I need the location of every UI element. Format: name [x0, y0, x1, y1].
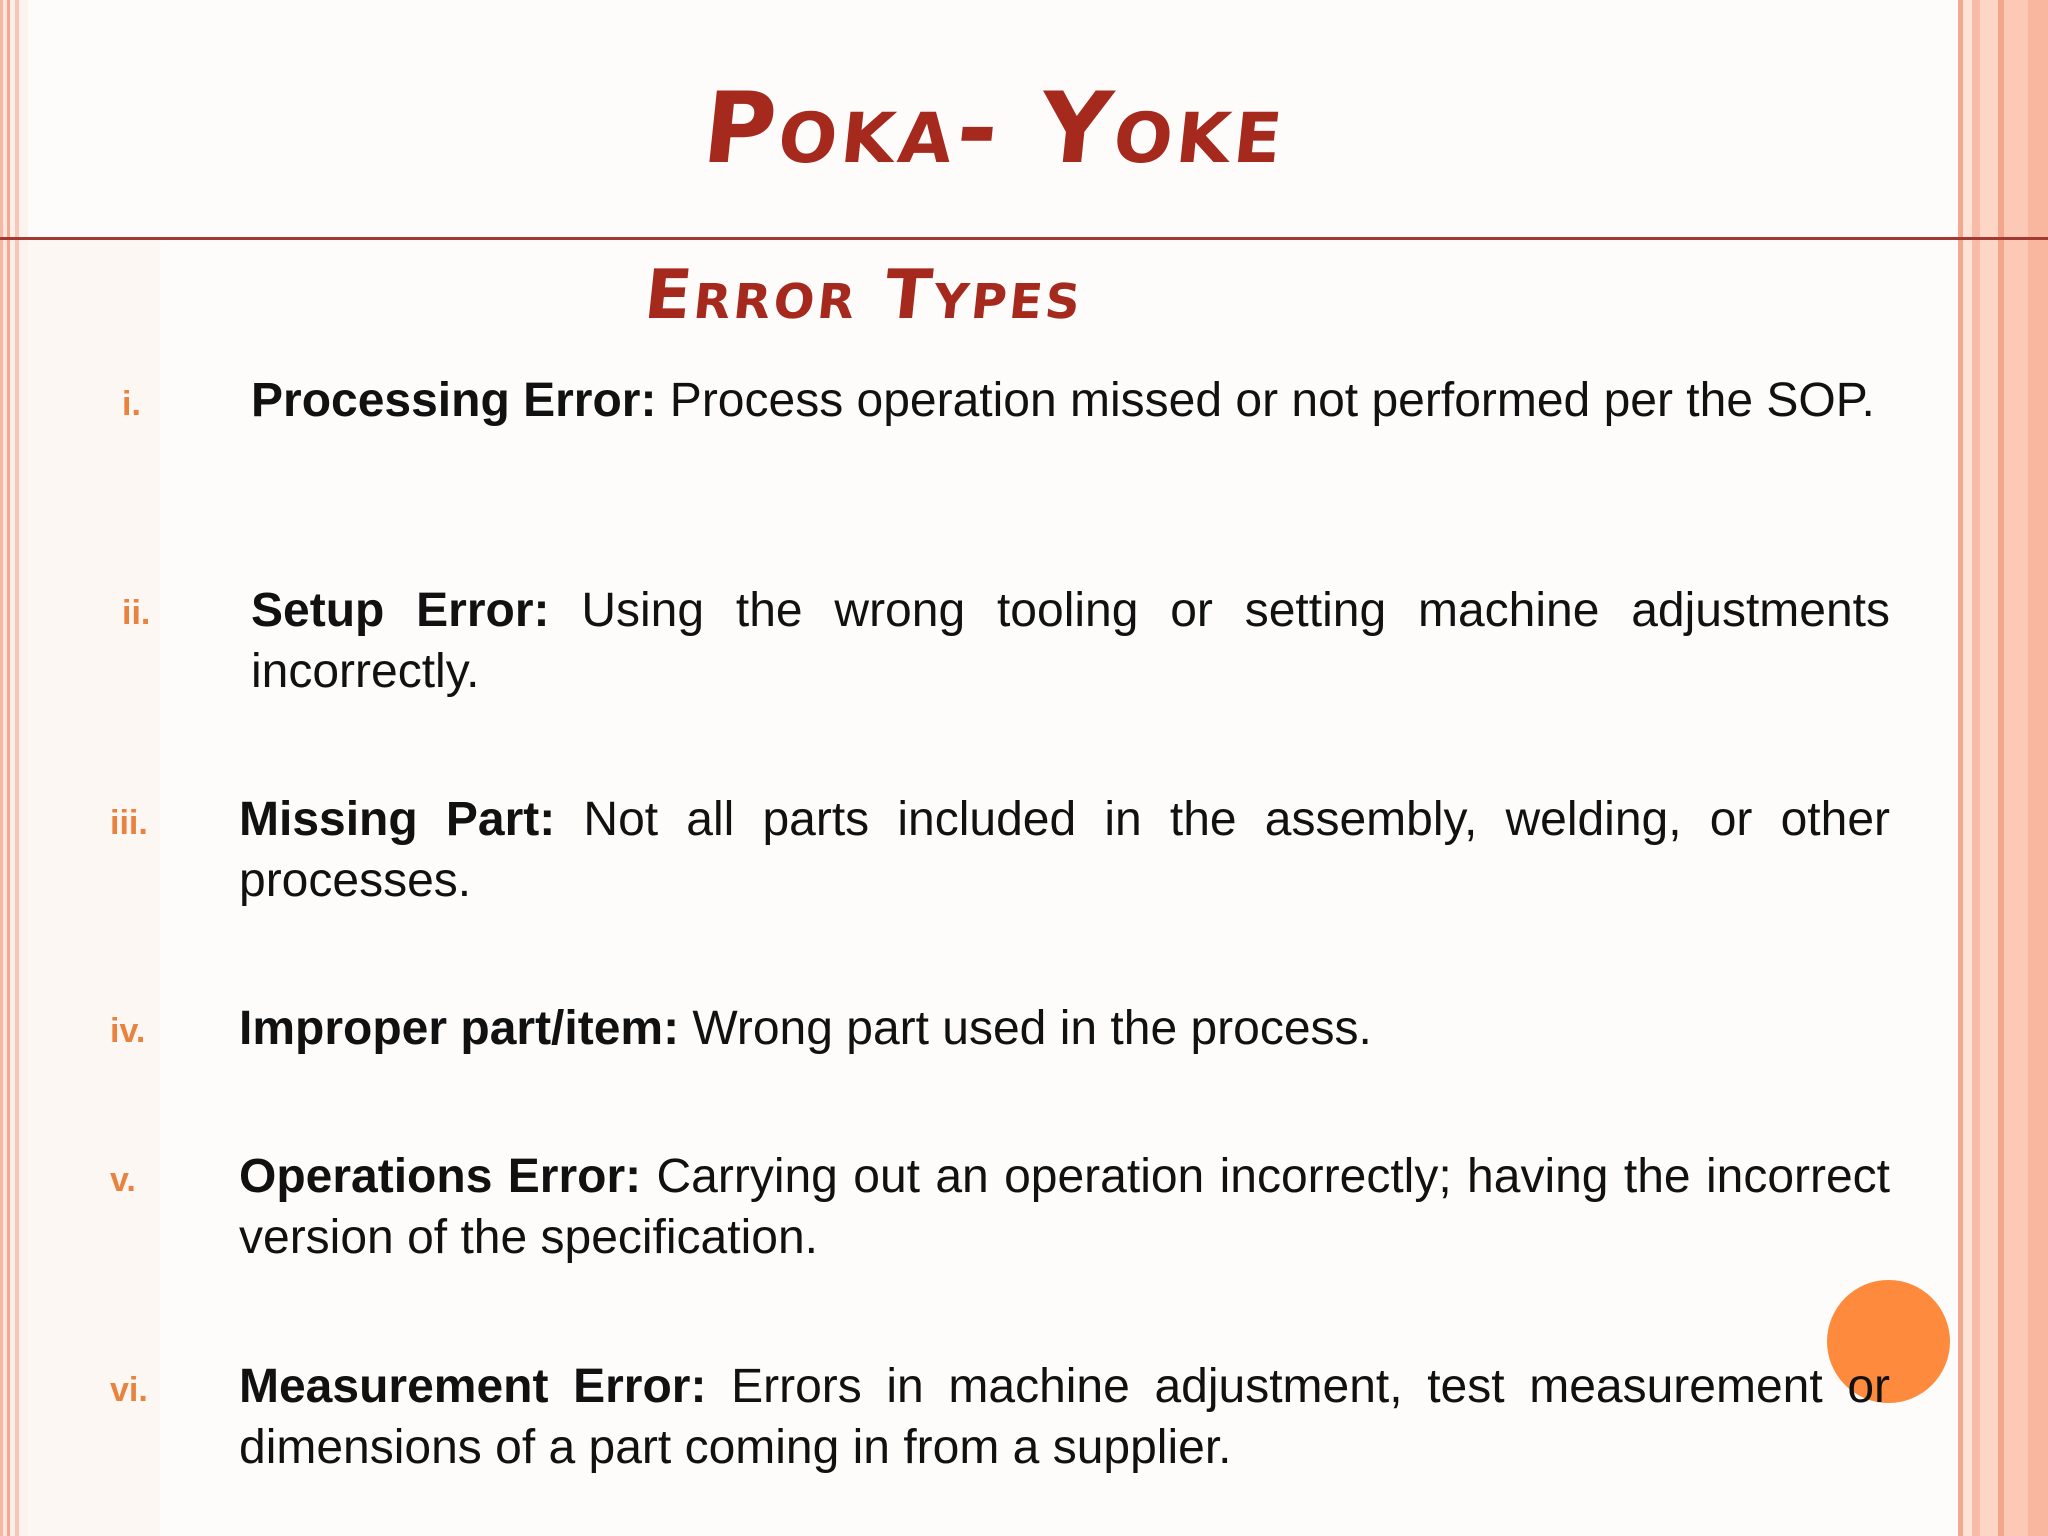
list-item-description: Not all parts included in the assembly, welding, or other processes. — [239, 793, 1890, 907]
list-item-text — [239, 998, 1890, 1059]
list-numeral: i. — [122, 385, 141, 423]
list-item-text — [239, 1356, 1890, 1478]
right-border-decoration — [1958, 0, 2048, 1536]
list-numeral: iii. — [110, 804, 148, 842]
list-numeral: ii. — [122, 594, 151, 632]
title-divider — [0, 237, 2048, 240]
list-item-term: Operations Error: — [239, 1150, 642, 1203]
slide-title: Poka- Yoke — [697, 72, 1293, 186]
list-item-term: Processing Error: — [251, 374, 657, 427]
slide-subtitle: Error Types — [640, 256, 1088, 335]
left-border-decoration — [0, 0, 28, 1536]
list-numeral: v. — [110, 1161, 136, 1199]
list-item-term: Setup Error: — [251, 584, 550, 637]
list-item-text — [251, 370, 1890, 431]
list-numeral: vi. — [110, 1371, 148, 1409]
list-item-description: Process operation missed or not performed per the SOP. — [656, 374, 1875, 427]
list-item-description: Errors in machine adjustment, test measurement or dimensions of a part coming in from a supplier. — [239, 1360, 1891, 1474]
list-numeral: iv. — [110, 1012, 146, 1050]
list-item-term: Missing Part: — [239, 793, 556, 846]
list-item-term: Measurement Error: — [239, 1360, 707, 1413]
list-item-description: Using the wrong tooling or setting machine adjustments incorrectly. — [251, 584, 1891, 698]
list-item-description: Carrying out an operation incorrectly; having the incorrect version of the specification. — [239, 1150, 1891, 1264]
list-item-description: Wrong part used in the process. — [679, 1002, 1372, 1055]
list-item-term: Improper part/item: — [239, 1002, 680, 1055]
numeral-column-tint — [28, 240, 160, 1536]
list-item-text — [239, 1146, 1890, 1268]
list-item-text — [239, 789, 1890, 911]
list-item-text — [251, 580, 1890, 702]
